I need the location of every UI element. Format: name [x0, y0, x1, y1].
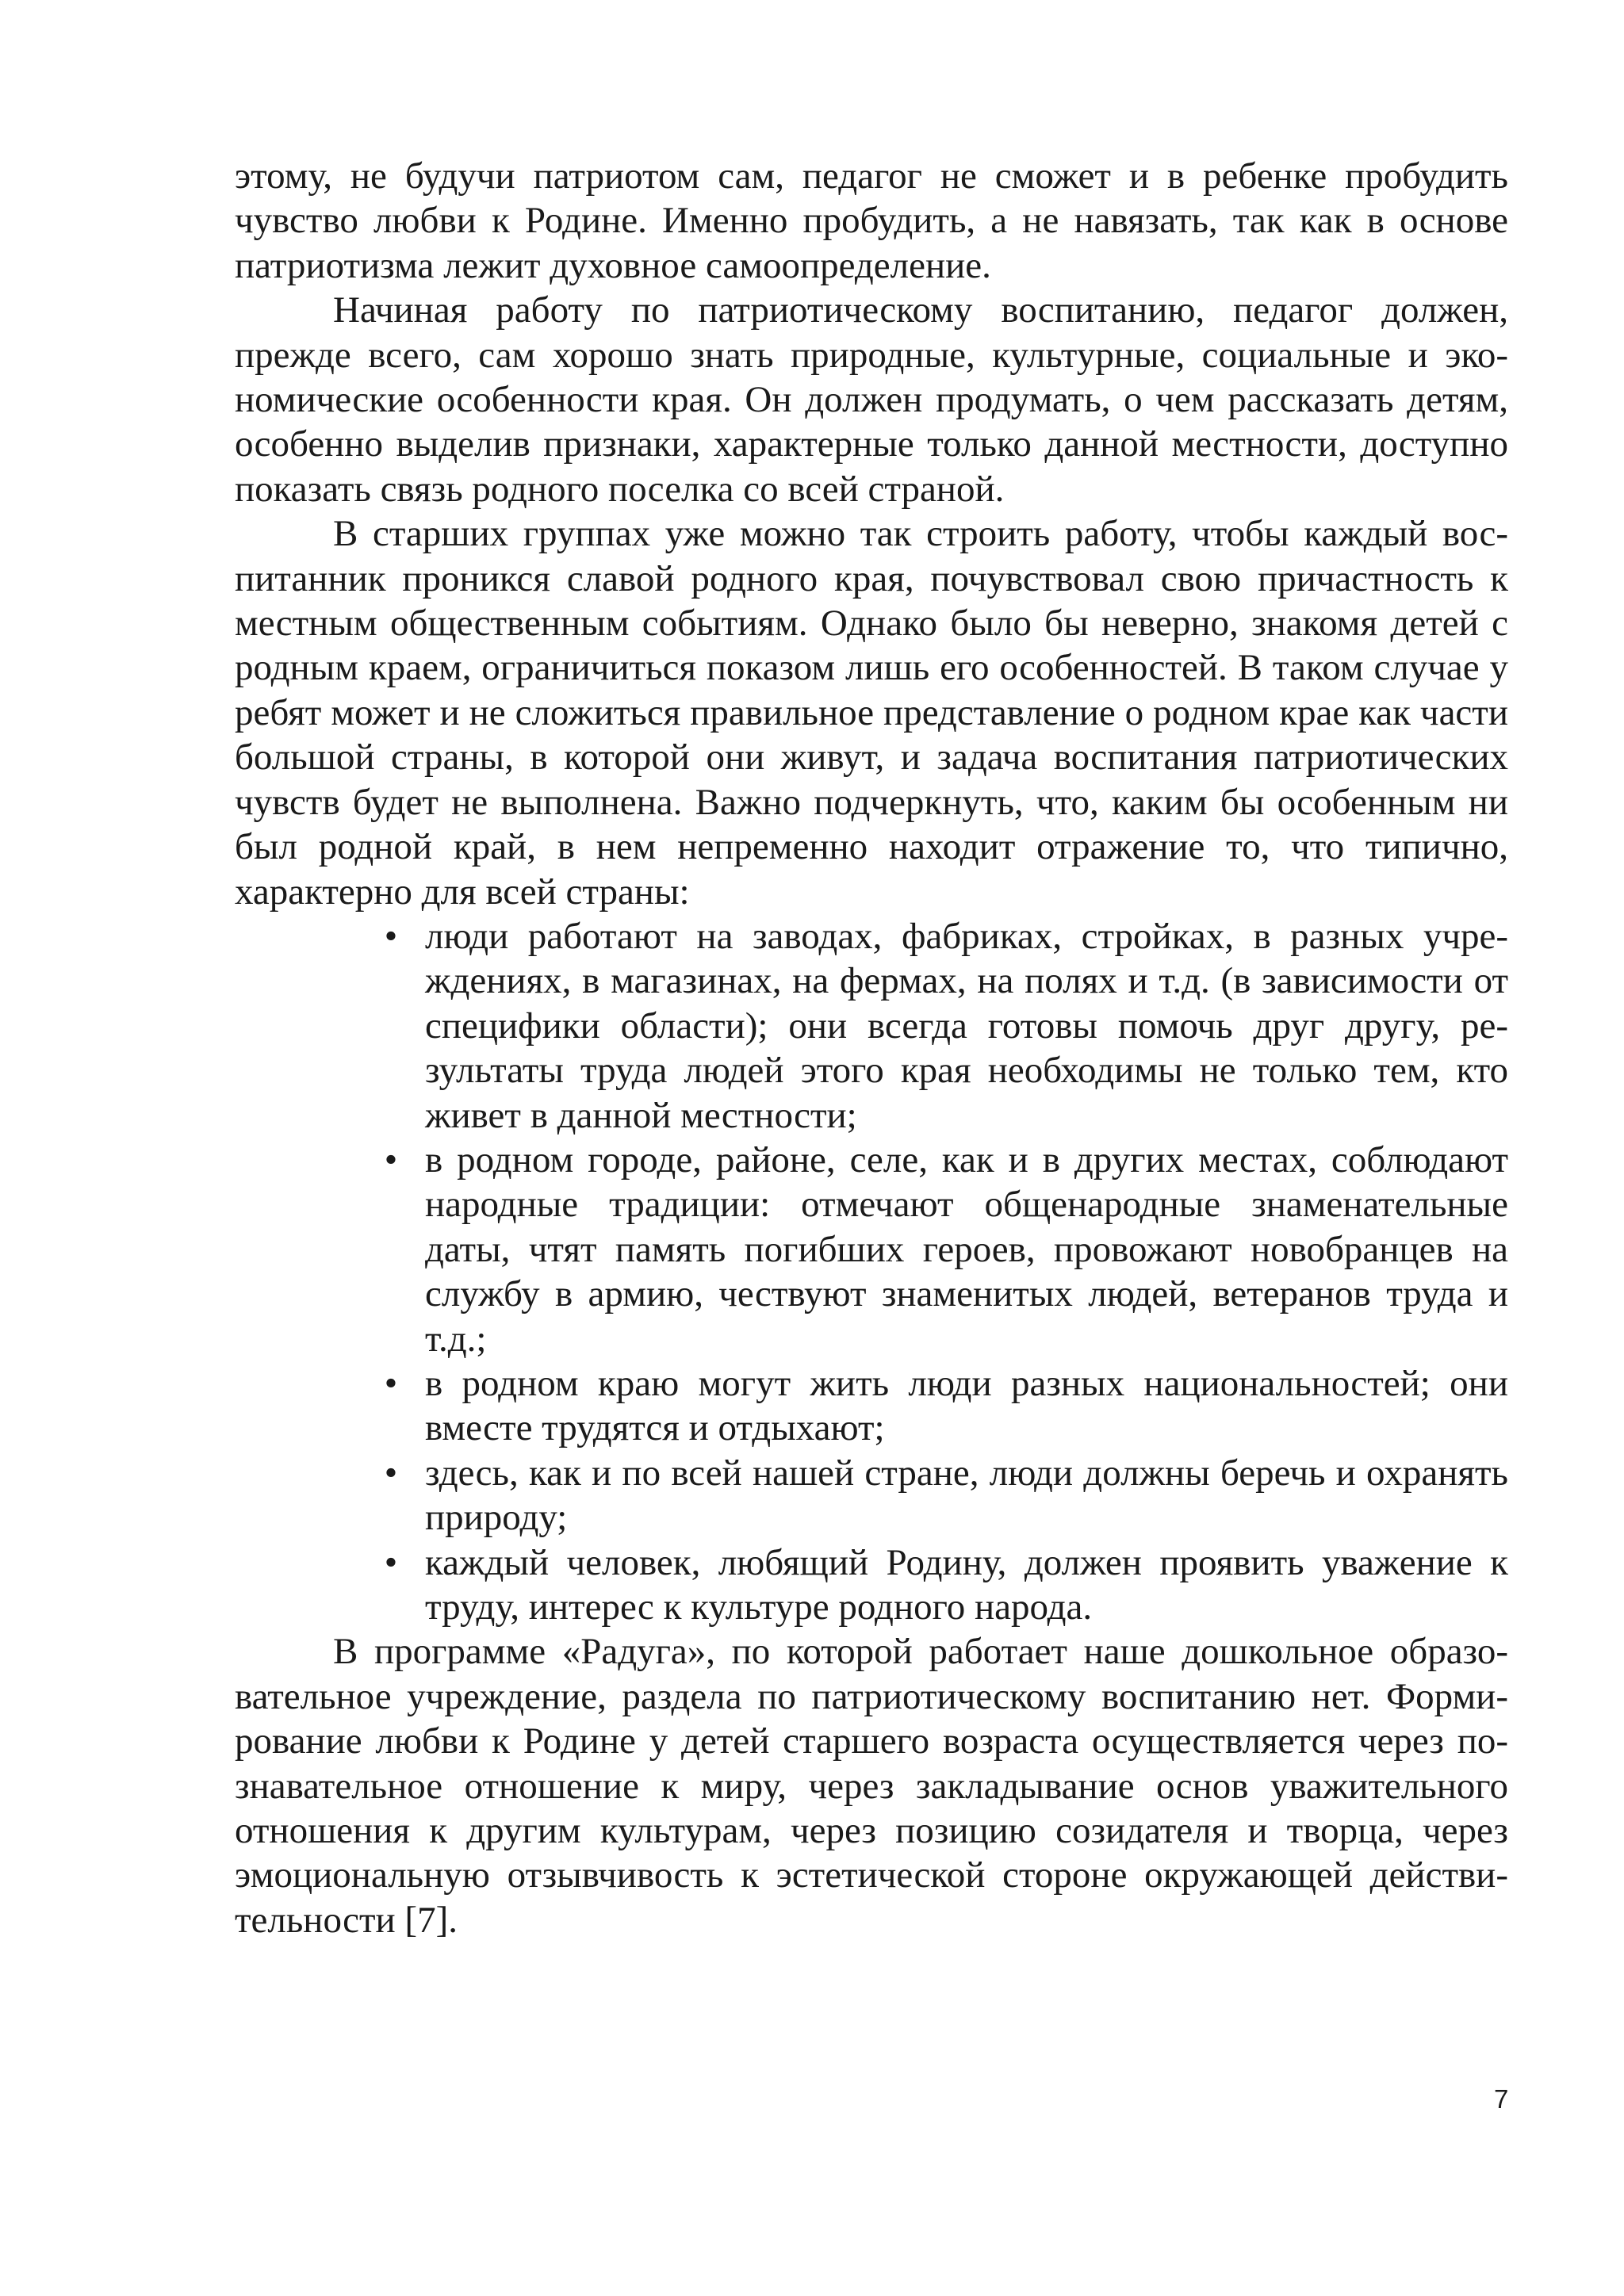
bullet-icon: •: [384, 915, 398, 957]
list-item-text: здесь, как и по всей нашей стране, люди должны беречь и охранять природу;: [425, 1452, 1508, 1539]
list-item: [384, 1361, 1508, 1451]
bullet-icon: •: [384, 1362, 398, 1404]
list-item: [384, 1540, 1508, 1630]
bullet-icon: •: [384, 1541, 398, 1583]
paragraph-continuation: этому, не будучи патриотом сам, педагог не сможет и в ребенке пробудить чувство любви к Родине. Именно пробудить, а не навязать, так как в основе патриотизма лежит духовное самоопределение.: [235, 155, 1508, 286]
paragraph-senior-groups: В старших группах уже можно так строить работу, чтобы каждый воспитанник проникся славой родного края, почувствовал свою причастность к местным общественным событиям. Однако было бы неверно, знакомя детей с родным краем, ограничиться показом лишь его особенностей. В таком случае у ребят может и не сложиться правильное представление о родном крае как части большой страны, в которой они живут, и задача воспитания патриотических чувств будет не выполнена. Важно подчеркнуть, что, каким бы особенным ни был родной край, в нем непременно находит отражение то, что типично, характерно для всей страны:: [235, 513, 1508, 913]
list-item-text: в родном краю могут жить люди разных национальностей; они вместе трудятся и отдыхают;: [425, 1362, 1508, 1449]
list-item-text: в родном городе, районе, селе, как и в других местах, соблюдают народные традиции: отмечают общенародные знаменательные даты, чтят память погибших героев, провожают новобранцев на службу в армию, чествуют знаменитых людей, ветеранов труда и т.д.;: [425, 1138, 1508, 1360]
list-item: [384, 1451, 1508, 1540]
body-text: [235, 154, 1508, 1942]
list-item-text: люди работают на заводах, фабриках, стройках, в разных учреждениях, в магазинах, на фермах, на полях и т.д. (в зависимости от специфики области); они всегда готовы помочь друг другу, результаты труда людей этого края необходимы не только тем, кто живет в данной местности;: [425, 915, 1508, 1136]
list-item: [384, 914, 1508, 1138]
list-item: [384, 1138, 1508, 1361]
paragraph-raduga-program: В программе «Радуга», по которой работает наше дошкольное образовательное учреждение, раздела по патриотическому воспитанию нет. Формирование любви к Родине у детей старшего возраста осуществляется через познавательное отношение к миру, через закладывание основ уважительного отношения к другим культурам, через позицию созидателя и творца, через эмоциональную отзывчивость к эстетической стороне окружающей действительности [7].: [235, 1631, 1508, 1941]
bullet-icon: •: [384, 1138, 398, 1181]
page-number: 7: [1494, 2084, 1509, 2114]
paragraph-patriotic-work: Начиная работу по патриотическому воспитанию, педагог должен, прежде всего, сам хорошо знать природные, культурные, социальные и экономические особенности края. Он должен продумать, о чем рассказать детям, особенно выделив признаки, характерные только данной местности, доступно показать связь родного поселка со всей страной.: [235, 289, 1508, 510]
bullet-list: [235, 914, 1508, 1630]
bullet-icon: •: [384, 1452, 398, 1494]
list-item-text: каждый человек, любящий Родину, должен проявить уважение к труду, интерес к культуре родного народа.: [425, 1541, 1508, 1628]
